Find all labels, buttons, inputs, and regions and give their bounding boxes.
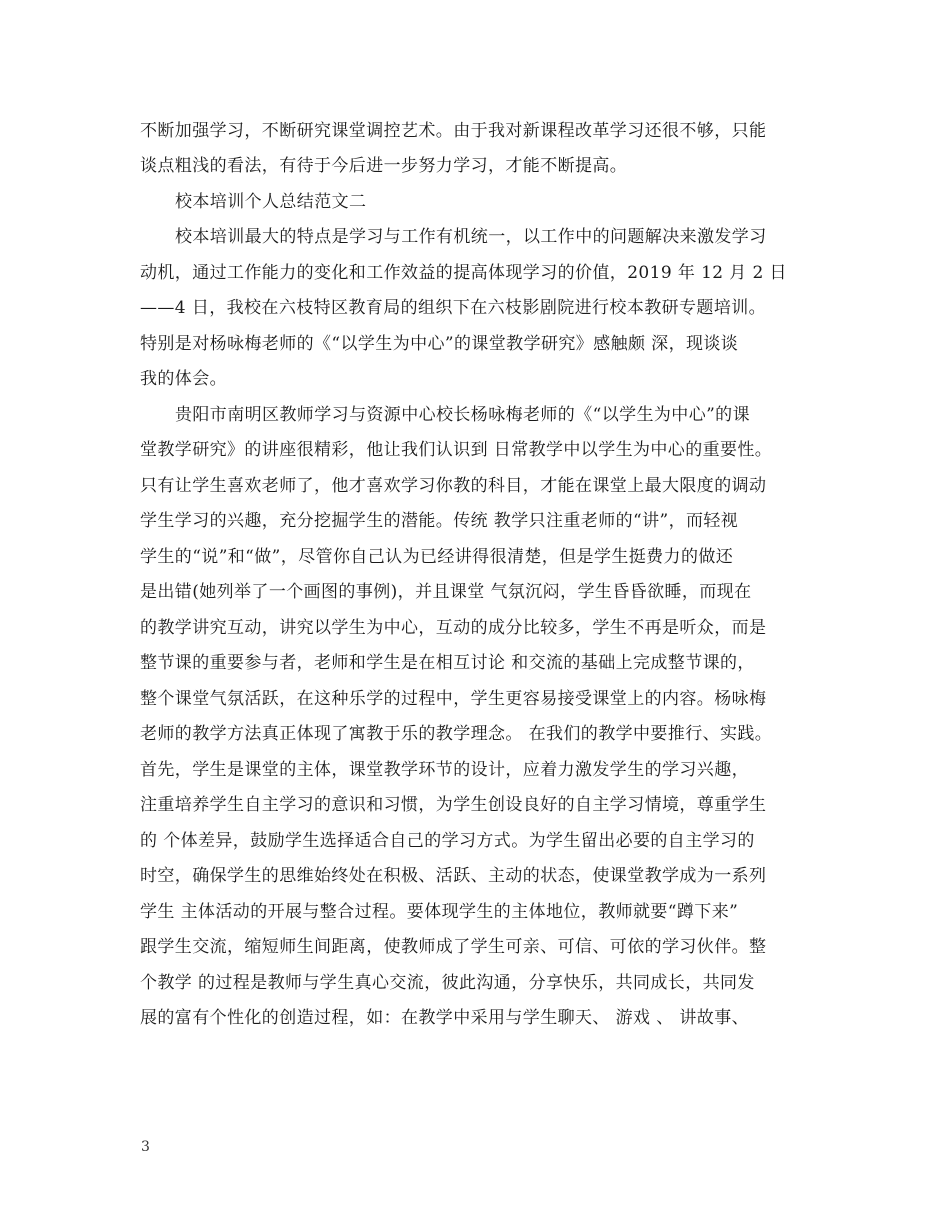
text-line: 我的体会。	[140, 369, 227, 389]
text-line: 整个课堂气氛活跃，在这种乐学的过程中，学生更容易接受课堂上的内容。杨咏梅	[140, 689, 767, 709]
text-line: 特别是对杨咏梅老师的《“以学生为中心”的课堂教学研究》感触颇 深，现谈谈	[140, 334, 739, 354]
text-line: 堂教学研究》的讲座很精彩，他让我们认识到 日常教学中以学生为中心的重要性。	[140, 440, 773, 460]
text-line: 的教学讲究互动，讲究以学生为中心，互动的成分比较多，学生不再是听众，而是	[140, 618, 767, 638]
section-heading: 校本培训个人总结范文二	[175, 192, 367, 212]
text-line: 校本培训最大的特点是学习与工作有机统一，以工作中的问题解决来激发学习	[175, 227, 767, 247]
text-line: 时空，确保学生的思维始终处在积极、活跃、主动的状态，使课堂教学成为一系列	[140, 866, 767, 886]
text-line: 不断加强学习，不断研究课堂调控艺术。由于我对新课程改革学习还很不够，只能	[140, 121, 767, 141]
text-line: 注重培养学生自主学习的意识和习惯，为学生创设良好的自主学习情境，尊重学生	[140, 795, 767, 815]
text-line: 学生学习的兴趣，充分挖掘学生的潜能。传统 教学只注重老师的“讲”，而轻视	[140, 511, 739, 531]
text-line: 只有让学生喜欢老师了，他才喜欢学习你教的科目，才能在课堂上最大限度的调动	[140, 476, 767, 496]
text-line: 贵阳市南明区教师学习与资源中心校长杨咏梅老师的《“以学生为中心”的课	[175, 405, 750, 425]
page-number: 3	[141, 1139, 150, 1155]
text-line: 学生 主体活动的开展与整合过程。要体现学生的主体地位，教师就要“蹲下来”	[140, 902, 739, 922]
text-line: 个教学 的过程是教师与学生真心交流，彼此沟通，分享快乐，共同成长，共同发	[140, 973, 755, 993]
text-line: 是出错(她列举了一个画图的事例)，并且课堂 气氛沉闷，学生昏昏欲睡，而现在	[140, 582, 752, 602]
text-line: 首先，学生是课堂的主体，课堂教学环节的设计，应着力激发学生的学习兴趣，	[140, 760, 749, 780]
text-line: 整节课的重要参与者，老师和学生是在相互讨论 和交流的基础上完成整节课的，	[140, 653, 755, 673]
text-line: 的 个体差异，鼓励学生选择适合自己的学习方式。为学生留出必要的自主学习的	[140, 831, 755, 851]
text-line: 谈点粗浅的看法，有待于今后进一步努力学习，才能不断提高。	[140, 156, 628, 176]
text-line: ——4 日，我校在六枝特区教育局的组织下在六枝影剧院进行校本教研专题培训。	[140, 298, 767, 318]
text-line: 跟学生交流，缩短师生间距离，使教师成了学生可亲、可信、可依的学习伙伴。整	[140, 937, 767, 957]
text-line: 老师的教学方法真正体现了寓教于乐的教学理念。 在我们的教学中要推行、实践。	[140, 724, 773, 744]
text-line: 学生的“说”和“做”，尽管你自己认为已经讲得很清楚，但是学生挺费力的做还	[140, 547, 734, 567]
text-line: 动机，通过工作能力的变化和工作效益的提高体现学习的价值，2019 年 12 月 2 日	[140, 263, 787, 283]
text-line: 展的富有个性化的创造过程，如：在教学中采用与学生聊天、 游戏 、 讲故事、	[140, 1008, 750, 1028]
